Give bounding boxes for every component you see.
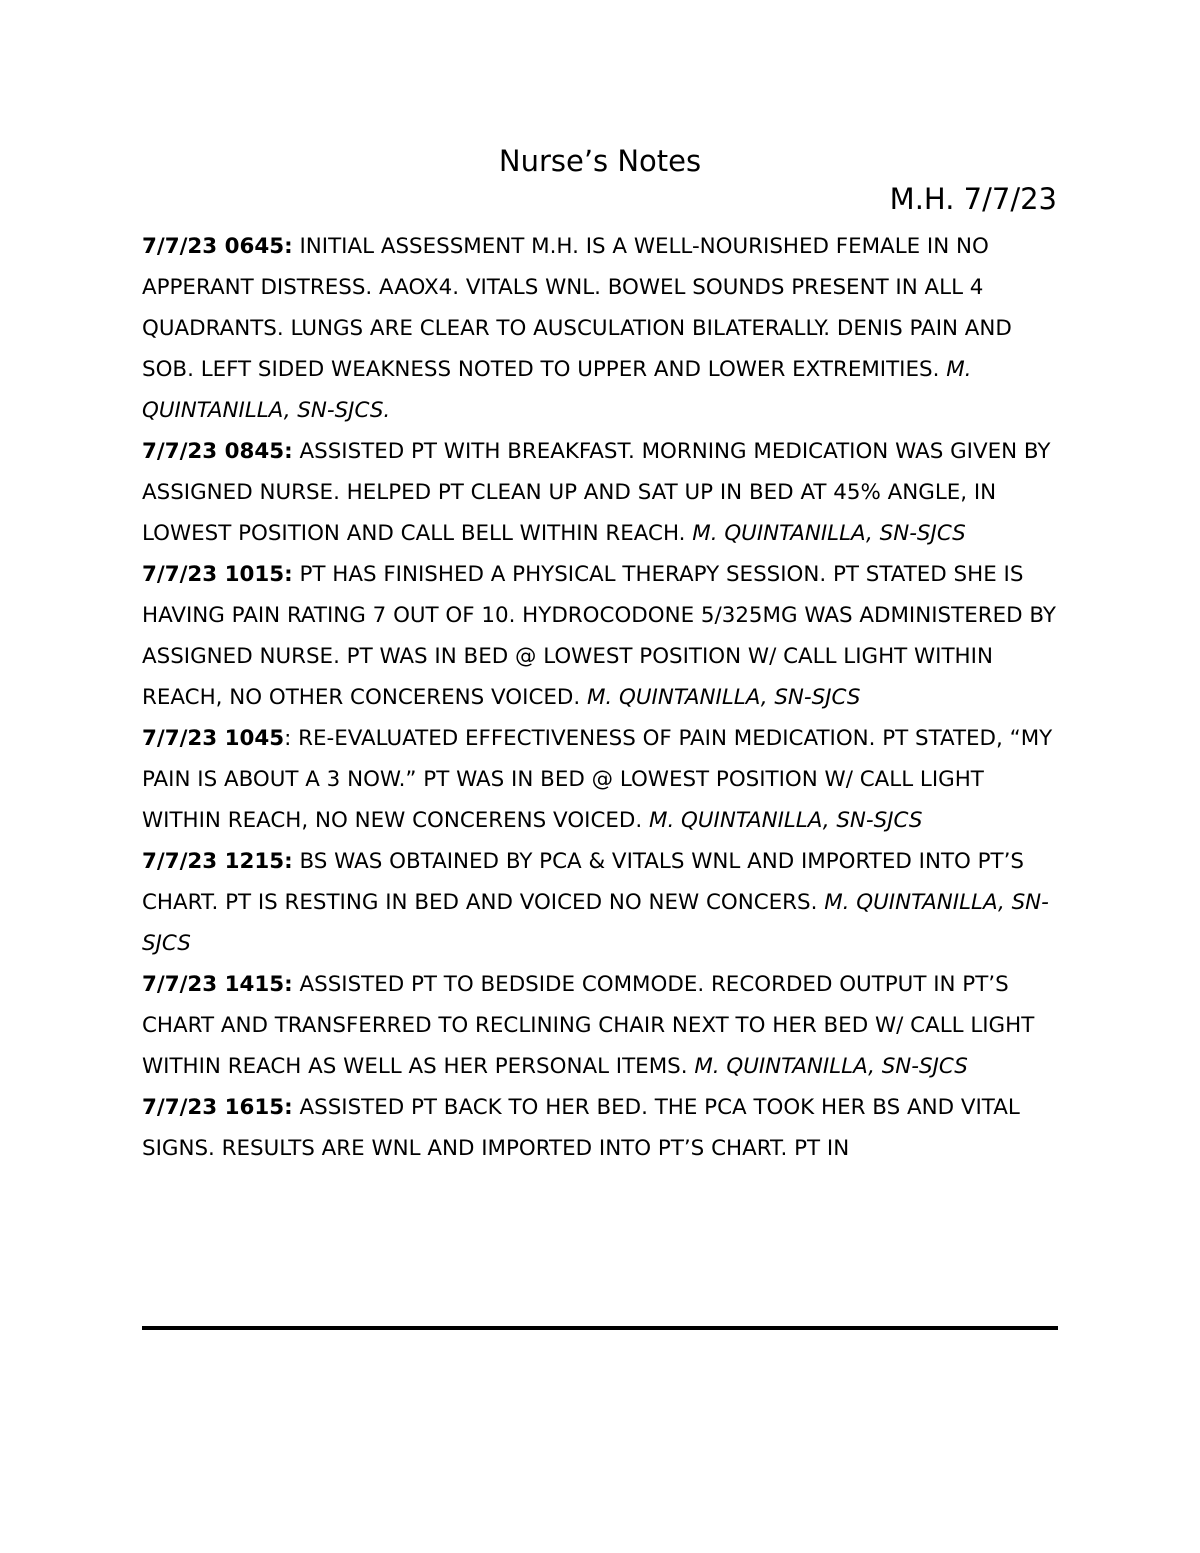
note-entry-1215 bbox=[142, 841, 1062, 964]
entry-signature: M. QUINTANILLA, SN-SJCS. bbox=[142, 357, 972, 423]
entry-timestamp: 7/7/23 1015: bbox=[142, 562, 293, 587]
page-title: Nurse’s Notes bbox=[498, 144, 702, 178]
entry-signature: M. QUINTANILLA, SN-SJCS bbox=[648, 808, 923, 833]
entry-signature: M. QUINTANILLA, SN-SJCS bbox=[692, 521, 966, 546]
entry-text: ASSISTED PT BACK TO HER BED. THE PCA TOOK HER BS AND VITAL SIGNS. RESULTS ARE WNL AND IMPORTED INTO PT’S CHART. PT IN bbox=[142, 1095, 1020, 1161]
entry-signature: M. QUINTANILLA, SN-SJCS bbox=[142, 890, 1049, 956]
entry-signature: M. QUINTANILLA, SN-SJCS bbox=[586, 685, 861, 710]
entry-text: BS WAS OBTAINED BY PCA & VITALS WNL AND IMPORTED INTO PT’S CHART. PT IS RESTING IN BED AND VOICED NO NEW CONCERS. bbox=[142, 849, 1024, 915]
entry-timestamp: 7/7/23 0645: bbox=[142, 234, 293, 259]
entry-timestamp: 7/7/23 1045 bbox=[142, 726, 285, 751]
entry-timestamp: 7/7/23 1415: bbox=[142, 972, 293, 997]
entry-text: : RE-EVALUATED EFFECTIVENESS OF PAIN MEDICATION. PT STATED, “MY PAIN IS ABOUT A 3 NOW.” PT WAS IN BED @ LOWEST POSITION W/ CALL LIGHT WITHIN REACH, NO NEW CONCERENS VOICED. bbox=[142, 726, 1053, 833]
page-bottom-rule bbox=[142, 1326, 1058, 1330]
entry-text: ASSISTED PT TO BEDSIDE COMMODE. RECORDED OUTPUT IN PT’S CHART AND TRANSFERRED TO RECLINING CHAIR NEXT TO HER BED W/ CALL LIGHT WITHIN REACH AS WELL AS HER PERSONAL ITEMS. bbox=[142, 972, 1035, 1079]
nurse-notes-body bbox=[142, 226, 1062, 1169]
note-entry-1415 bbox=[142, 964, 1062, 1087]
entry-signature: M. QUINTANILLA, SN-SJCS bbox=[694, 1054, 968, 1079]
note-entry-1045 bbox=[142, 718, 1062, 841]
entry-timestamp: 7/7/23 1215: bbox=[142, 849, 293, 874]
note-entry-1615 bbox=[142, 1087, 1062, 1169]
entry-text: PT HAS FINISHED A PHYSICAL THERAPY SESSION. PT STATED SHE IS HAVING PAIN RATING 7 OUT OF 10. HYDROCODONE 5/325MG WAS ADMINISTERED BY ASSIGNED NURSE. PT WAS IN BED @ LOWEST POSITION W/ CALL LIGHT WITHIN REACH, NO OTHER CONCERENS VOICED. bbox=[142, 562, 1056, 710]
note-entry-0645 bbox=[142, 226, 1062, 431]
entry-timestamp: 7/7/23 1615: bbox=[142, 1095, 293, 1120]
patient-date-header: M.H. 7/7/23 bbox=[889, 182, 1057, 216]
note-entry-0845 bbox=[142, 431, 1062, 554]
entry-text: ASSISTED PT WITH BREAKFAST. MORNING MEDICATION WAS GIVEN BY ASSIGNED NURSE. HELPED PT CLEAN UP AND SAT UP IN BED AT 45% ANGLE, IN LOWEST POSITION AND CALL BELL WITHIN REACH. bbox=[142, 439, 1051, 546]
entry-text: INITIAL ASSESSMENT M.H. IS A WELL-NOURISHED FEMALE IN NO APPERANT DISTRESS. AAOX4. VITALS WNL. BOWEL SOUNDS PRESENT IN ALL 4 QUADRANTS. LUNGS ARE CLEAR TO AUSCULATION BILATERALLY. DENIS PAIN AND SOB. LEFT SIDED WEAKNESS NOTED TO UPPER AND LOWER EXTREMITIES. bbox=[142, 234, 1012, 382]
note-entry-1015 bbox=[142, 554, 1062, 718]
entry-timestamp: 7/7/23 0845: bbox=[142, 439, 293, 464]
